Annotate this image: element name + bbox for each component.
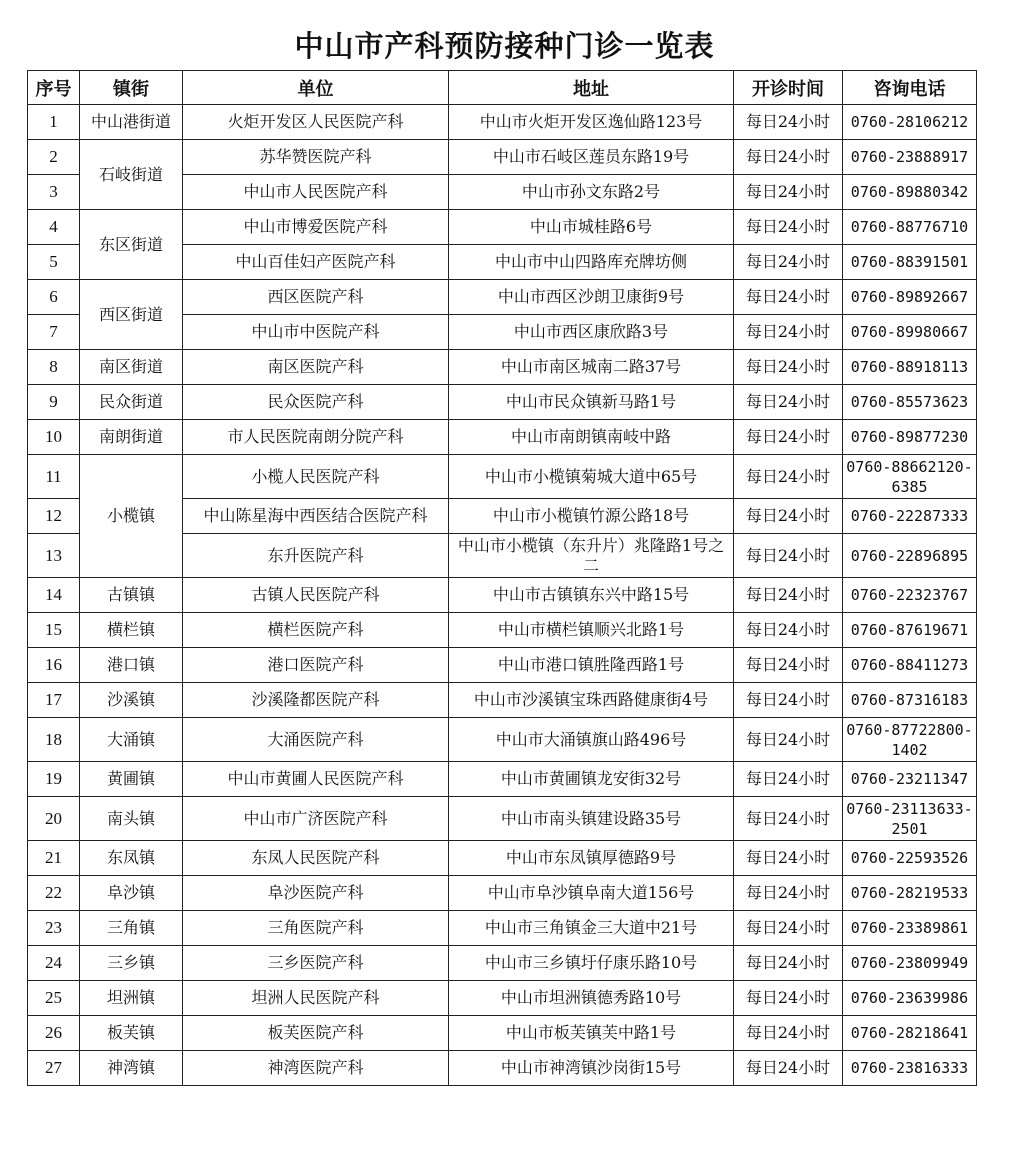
unit-cell: 中山市广济医院产科 [183, 797, 449, 841]
street-cell: 横栏镇 [80, 613, 183, 648]
row-number: 20 [28, 797, 80, 841]
street-cell: 南区街道 [80, 350, 183, 385]
table-row [28, 683, 977, 718]
table-row [28, 762, 977, 797]
row-number: 16 [28, 648, 80, 683]
street-cell: 东区街道 [80, 210, 183, 280]
table-row [28, 280, 977, 315]
unit-cell: 三角医院产科 [183, 911, 449, 946]
row-number: 14 [28, 578, 80, 613]
hours-cell: 每日24小时 [734, 499, 843, 534]
hours-cell: 每日24小时 [734, 1016, 843, 1051]
address-cell: 中山市港口镇胜隆西路1号 [449, 648, 734, 683]
unit-cell: 神湾医院产科 [183, 1051, 449, 1086]
page-title: 中山市产科预防接种门诊一览表 [294, 29, 715, 63]
hours-cell: 每日24小时 [734, 762, 843, 797]
table-row [28, 1016, 977, 1051]
street-cell: 南头镇 [80, 797, 183, 841]
street-cell: 神湾镇 [80, 1051, 183, 1086]
table-row [28, 578, 977, 613]
phone-cell: 0760-28219533 [843, 876, 977, 911]
row-number: 5 [28, 245, 80, 280]
header-phone: 咨询电话 [843, 71, 977, 105]
phone-cell: 0760-88411273 [843, 648, 977, 683]
hours-cell: 每日24小时 [734, 245, 843, 280]
unit-cell: 古镇人民医院产科 [183, 578, 449, 613]
street-cell: 古镇镇 [80, 578, 183, 613]
street-cell: 黄圃镇 [80, 762, 183, 797]
street-cell: 沙溪镇 [80, 683, 183, 718]
row-number: 25 [28, 981, 80, 1016]
address-cell: 中山市中山四路库充牌坊侧 [449, 245, 734, 280]
address-cell: 中山市小榄镇竹源公路18号 [449, 499, 734, 534]
phone-cell: 0760-88662120-6385 [843, 455, 977, 499]
hours-cell: 每日24小时 [734, 841, 843, 876]
row-number: 17 [28, 683, 80, 718]
table-row [28, 648, 977, 683]
address-cell: 中山市大涌镇旗山路496号 [449, 718, 734, 762]
hours-cell: 每日24小时 [734, 683, 843, 718]
hours-cell: 每日24小时 [734, 981, 843, 1016]
unit-cell: 港口医院产科 [183, 648, 449, 683]
unit-cell: 中山市人民医院产科 [183, 175, 449, 210]
address-cell: 中山市南朗镇南岐中路 [449, 420, 734, 455]
street-cell: 大涌镇 [80, 718, 183, 762]
row-number: 1 [28, 105, 80, 140]
street-cell: 坦洲镇 [80, 981, 183, 1016]
clinic-table [27, 70, 977, 1086]
row-number: 27 [28, 1051, 80, 1086]
hours-cell: 每日24小时 [734, 648, 843, 683]
phone-cell: 0760-88391501 [843, 245, 977, 280]
hours-cell: 每日24小时 [734, 876, 843, 911]
header-unit: 单位 [183, 71, 449, 105]
street-cell: 东凤镇 [80, 841, 183, 876]
hours-cell: 每日24小时 [734, 534, 843, 578]
address-cell: 中山市民众镇新马路1号 [449, 385, 734, 420]
unit-cell: 南区医院产科 [183, 350, 449, 385]
unit-cell: 横栏医院产科 [183, 613, 449, 648]
unit-cell: 板芙医院产科 [183, 1016, 449, 1051]
address-cell: 中山市石岐区莲员东路19号 [449, 140, 734, 175]
phone-cell: 0760-23816333 [843, 1051, 977, 1086]
address-cell: 中山市板芙镇芙中路1号 [449, 1016, 734, 1051]
phone-cell: 0760-23113633-2501 [843, 797, 977, 841]
table-row [28, 385, 977, 420]
table-row [28, 455, 977, 499]
street-cell: 石岐街道 [80, 140, 183, 210]
address-cell: 中山市沙溪镇宝珠西路健康街4号 [449, 683, 734, 718]
row-number: 13 [28, 534, 80, 578]
address-cell: 中山市小榄镇（东升片）兆隆路1号之二 [449, 534, 734, 578]
row-number: 24 [28, 946, 80, 981]
street-cell: 板芙镇 [80, 1016, 183, 1051]
address-cell: 中山市南头镇建设路35号 [449, 797, 734, 841]
row-number: 3 [28, 175, 80, 210]
address-cell: 中山市东凤镇厚德路9号 [449, 841, 734, 876]
row-number: 12 [28, 499, 80, 534]
header-row [28, 71, 977, 105]
hours-cell: 每日24小时 [734, 315, 843, 350]
unit-cell: 中山百佳妇产医院产科 [183, 245, 449, 280]
unit-cell: 中山市中医院产科 [183, 315, 449, 350]
row-number: 9 [28, 385, 80, 420]
row-number: 10 [28, 420, 80, 455]
unit-cell: 东凤人民医院产科 [183, 841, 449, 876]
unit-cell: 市人民医院南朗分院产科 [183, 420, 449, 455]
row-number: 21 [28, 841, 80, 876]
table-row [28, 911, 977, 946]
hours-cell: 每日24小时 [734, 280, 843, 315]
table-row [28, 613, 977, 648]
table-row [28, 876, 977, 911]
row-number: 6 [28, 280, 80, 315]
address-cell: 中山市南区城南二路37号 [449, 350, 734, 385]
phone-cell: 0760-88918113 [843, 350, 977, 385]
row-number: 19 [28, 762, 80, 797]
hours-cell: 每日24小时 [734, 385, 843, 420]
unit-cell: 沙溪隆都医院产科 [183, 683, 449, 718]
address-cell: 中山市孙文东路2号 [449, 175, 734, 210]
street-cell: 民众街道 [80, 385, 183, 420]
address-cell: 中山市城桂路6号 [449, 210, 734, 245]
phone-cell: 0760-23639986 [843, 981, 977, 1016]
hours-cell: 每日24小时 [734, 911, 843, 946]
unit-cell: 火炬开发区人民医院产科 [183, 105, 449, 140]
phone-cell: 0760-85573623 [843, 385, 977, 420]
address-cell: 中山市三乡镇圩仔康乐路10号 [449, 946, 734, 981]
unit-cell: 阜沙医院产科 [183, 876, 449, 911]
street-cell: 三角镇 [80, 911, 183, 946]
phone-cell: 0760-87722800-1402 [843, 718, 977, 762]
row-number: 15 [28, 613, 80, 648]
phone-cell: 0760-28106212 [843, 105, 977, 140]
table-row [28, 210, 977, 245]
phone-cell: 0760-87316183 [843, 683, 977, 718]
unit-cell: 中山市黄圃人民医院产科 [183, 762, 449, 797]
unit-cell: 西区医院产科 [183, 280, 449, 315]
table-row [28, 797, 977, 841]
address-cell: 中山市三角镇金三大道中21号 [449, 911, 734, 946]
unit-cell: 中山陈星海中西医结合医院产科 [183, 499, 449, 534]
phone-cell: 0760-89877230 [843, 420, 977, 455]
unit-cell: 东升医院产科 [183, 534, 449, 578]
hours-cell: 每日24小时 [734, 578, 843, 613]
hours-cell: 每日24小时 [734, 420, 843, 455]
row-number: 18 [28, 718, 80, 762]
address-cell: 中山市小榄镇菊城大道中65号 [449, 455, 734, 499]
street-cell: 三乡镇 [80, 946, 183, 981]
header-hours: 开诊时间 [734, 71, 843, 105]
phone-cell: 0760-89980667 [843, 315, 977, 350]
street-cell: 阜沙镇 [80, 876, 183, 911]
header-street: 镇街 [80, 71, 183, 105]
table-row [28, 1051, 977, 1086]
phone-cell: 0760-22323767 [843, 578, 977, 613]
phone-cell: 0760-87619671 [843, 613, 977, 648]
row-number: 23 [28, 911, 80, 946]
row-number: 22 [28, 876, 80, 911]
header-address: 地址 [449, 71, 734, 105]
hours-cell: 每日24小时 [734, 797, 843, 841]
street-cell: 西区街道 [80, 280, 183, 350]
address-cell: 中山市火炬开发区逸仙路123号 [449, 105, 734, 140]
hours-cell: 每日24小时 [734, 946, 843, 981]
header-no: 序号 [28, 71, 80, 105]
unit-cell: 中山市博爱医院产科 [183, 210, 449, 245]
hours-cell: 每日24小时 [734, 1051, 843, 1086]
hours-cell: 每日24小时 [734, 140, 843, 175]
address-cell: 中山市神湾镇沙岗街15号 [449, 1051, 734, 1086]
row-number: 8 [28, 350, 80, 385]
row-number: 2 [28, 140, 80, 175]
phone-cell: 0760-89880342 [843, 175, 977, 210]
unit-cell: 民众医院产科 [183, 385, 449, 420]
hours-cell: 每日24小时 [734, 175, 843, 210]
table-row [28, 981, 977, 1016]
phone-cell: 0760-23809949 [843, 946, 977, 981]
phone-cell: 0760-22287333 [843, 499, 977, 534]
table-row [28, 841, 977, 876]
address-cell: 中山市西区沙朗卫康街9号 [449, 280, 734, 315]
row-number: 11 [28, 455, 80, 499]
address-cell: 中山市黄圃镇龙安街32号 [449, 762, 734, 797]
unit-cell: 坦洲人民医院产科 [183, 981, 449, 1016]
hours-cell: 每日24小时 [734, 613, 843, 648]
row-number: 7 [28, 315, 80, 350]
phone-cell: 0760-22593526 [843, 841, 977, 876]
hours-cell: 每日24小时 [734, 350, 843, 385]
street-cell: 小榄镇 [80, 455, 183, 578]
phone-cell: 0760-23211347 [843, 762, 977, 797]
hours-cell: 每日24小时 [734, 718, 843, 762]
hours-cell: 每日24小时 [734, 455, 843, 499]
address-cell: 中山市阜沙镇阜南大道156号 [449, 876, 734, 911]
table-row [28, 420, 977, 455]
row-number: 4 [28, 210, 80, 245]
phone-cell: 0760-22896895 [843, 534, 977, 578]
unit-cell: 苏华赞医院产科 [183, 140, 449, 175]
table-row [28, 140, 977, 175]
unit-cell: 三乡医院产科 [183, 946, 449, 981]
row-number: 26 [28, 1016, 80, 1051]
hours-cell: 每日24小时 [734, 210, 843, 245]
unit-cell: 大涌医院产科 [183, 718, 449, 762]
phone-cell: 0760-89892667 [843, 280, 977, 315]
table-row [28, 105, 977, 140]
phone-cell: 0760-28218641 [843, 1016, 977, 1051]
address-cell: 中山市坦洲镇德秀路10号 [449, 981, 734, 1016]
phone-cell: 0760-23389861 [843, 911, 977, 946]
table-row [28, 946, 977, 981]
hours-cell: 每日24小时 [734, 105, 843, 140]
table-row [28, 718, 977, 762]
street-cell: 中山港街道 [80, 105, 183, 140]
phone-cell: 0760-23888917 [843, 140, 977, 175]
table-row [28, 350, 977, 385]
unit-cell: 小榄人民医院产科 [183, 455, 449, 499]
address-cell: 中山市横栏镇顺兴北路1号 [449, 613, 734, 648]
street-cell: 南朗街道 [80, 420, 183, 455]
street-cell: 港口镇 [80, 648, 183, 683]
address-cell: 中山市古镇镇东兴中路15号 [449, 578, 734, 613]
phone-cell: 0760-88776710 [843, 210, 977, 245]
address-cell: 中山市西区康欣路3号 [449, 315, 734, 350]
